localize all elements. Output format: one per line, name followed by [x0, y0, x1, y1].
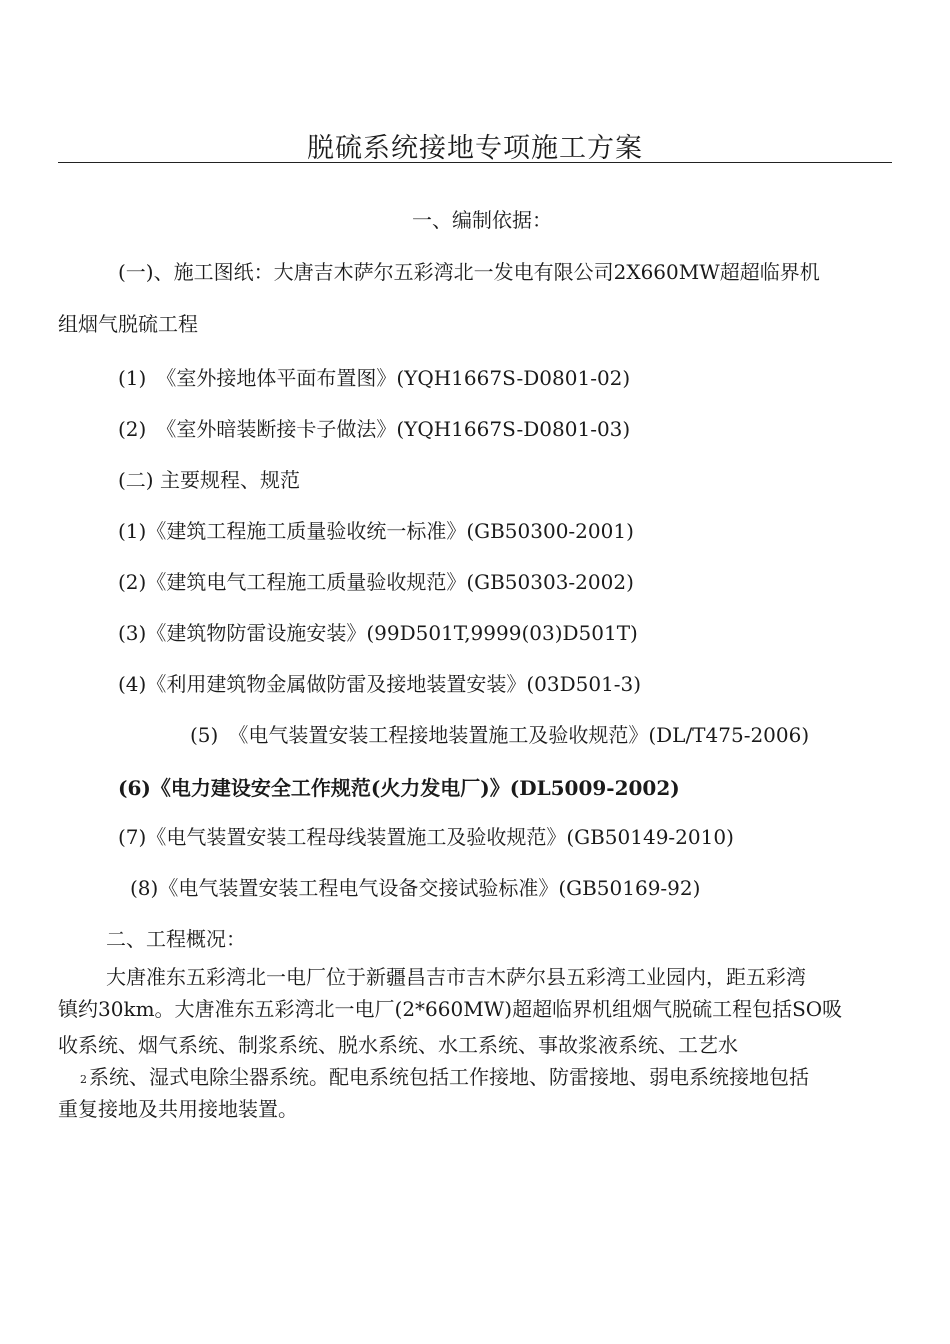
overview-line: 重复接地及共用接地装置。 — [58, 1097, 298, 1121]
overview-line-with-subscript — [58, 1062, 894, 1095]
drawing-item: (2) 《室外暗装断接卡子做法》(YQH1667S-D0801-03) — [118, 417, 631, 441]
drawings-heading-line1: (一)、施工图纸：大唐吉木萨尔五彩湾北一发电有限公司2X660MW超超临界机 — [118, 260, 820, 284]
standard-item: (6)《电力建设安全工作规范(火力发电厂)》(DL5009-2002) — [118, 776, 680, 800]
subscript-2: 2 — [80, 1073, 87, 1086]
overview-line: 大唐准东五彩湾北一电厂位于新疆昌吉市吉木萨尔县五彩湾工业园内，距五彩湾 — [106, 965, 806, 989]
standard-item: (7)《电气装置安装工程母线装置施工及验收规范》(GB50149-2010) — [118, 825, 734, 849]
title-underline — [58, 162, 892, 163]
document-title: 脱硫系统接地专项施工方案 — [307, 133, 643, 164]
standard-item: (5) 《电气装置安装工程接地装置施工及验收规范》(DL/T475-2006) — [190, 723, 810, 747]
standard-item: (3)《建筑物防雷设施安装》(99D501T,9999(03)D501T) — [118, 621, 638, 645]
standard-item: (1)《建筑工程施工质量验收统一标准》(GB50300-2001) — [118, 519, 634, 543]
section2-heading: 二、工程概况： — [106, 927, 246, 951]
standard-item: (4)《利用建筑物金属做防雷及接地装置安装》(03D501-3) — [118, 672, 642, 696]
section1-heading: 一、编制依据： — [412, 208, 552, 232]
overview-line-text: 系统、湿式电除尘器系统。配电系统包括工作接地、防雷接地、弱电系统接地包括 — [89, 1065, 809, 1089]
standard-item: (8)《电气装置安装工程电气设备交接试验标准》(GB50169-92) — [130, 876, 701, 900]
standards-heading: (二) 主要规程、规范 — [118, 468, 300, 492]
standard-item: (2)《建筑电气工程施工质量验收规范》(GB50303-2002) — [118, 570, 634, 594]
drawings-heading-line2: 组烟气脱硫工程 — [58, 312, 198, 336]
drawing-item: (1) 《室外接地体平面布置图》(YQH1667S-D0801-02) — [118, 366, 631, 390]
overview-line: 收系统、烟气系统、制浆系统、脱水系统、水工系统、事故浆液系统、工艺水 — [58, 1033, 738, 1057]
overview-line: 镇约30km。大唐准东五彩湾北一电厂(2*660MW)超超临界机组烟气脱硫工程包括SO吸 — [58, 997, 843, 1021]
